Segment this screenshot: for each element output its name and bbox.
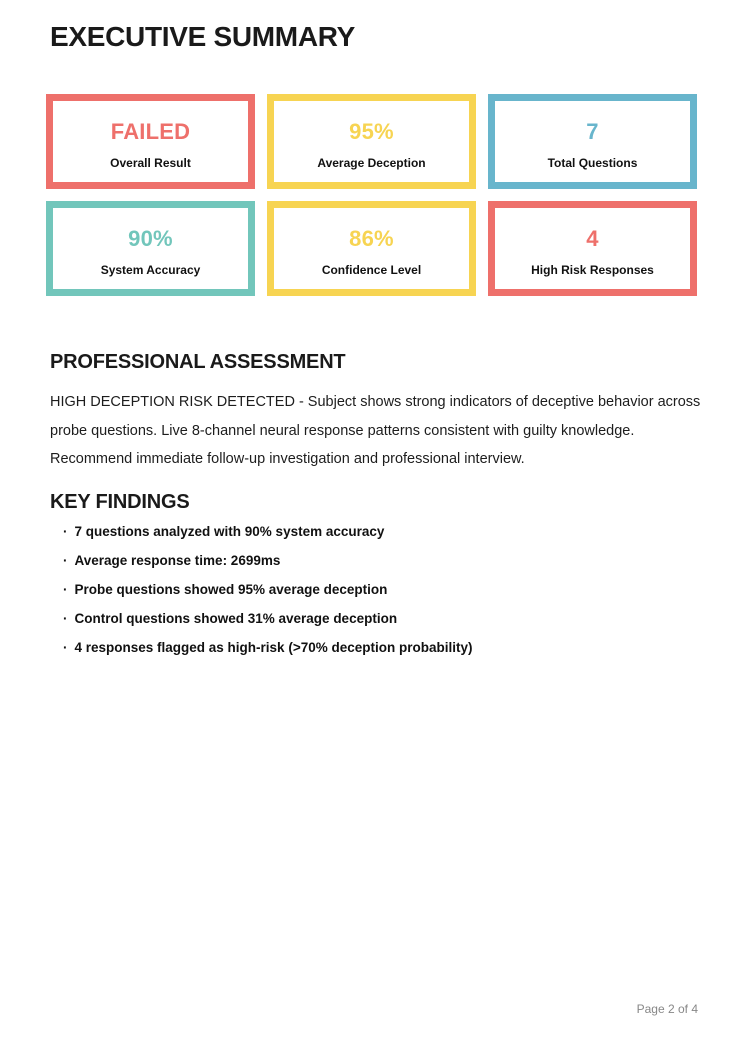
stat-value: 4 [586, 226, 599, 251]
key-finding-item [63, 553, 698, 569]
assessment-body-text: HIGH DECEPTION RISK DETECTED - Subject shows strong indicators of deceptive behavior across probe questions. Live 8-channel neural response patterns consistent with guilty knowledge. Recommend immediate follow-up investigation and professional interview. [50, 394, 701, 467]
stat-label: High Risk Responses [531, 263, 654, 277]
stat-value: 95% [349, 119, 394, 144]
stat-card-overall-result [46, 94, 255, 189]
key-findings-list [46, 524, 698, 656]
stat-label: Total Questions [547, 156, 638, 170]
stat-value: FAILED [110, 119, 191, 144]
section-heading-professional-assessment: PROFESSIONAL ASSESSMENT [50, 351, 346, 373]
key-finding-item [63, 611, 698, 627]
key-finding-text: 7 questions analyzed with 90% system accuracy [74, 523, 385, 539]
bullet-icon: · [63, 581, 68, 597]
section-heading-key-findings: KEY FINDINGS [50, 490, 190, 513]
key-finding-item [63, 524, 698, 540]
stat-value: 7 [586, 119, 599, 144]
key-finding-text: Probe questions showed 95% average deception [74, 581, 388, 597]
bullet-icon: · [63, 523, 68, 539]
stat-label: System Accuracy [100, 263, 201, 277]
key-finding-text: Control questions showed 31% average deception [74, 610, 398, 626]
key-finding-text: Average response time: 2699ms [74, 552, 281, 568]
stat-card-high-risk-responses [488, 201, 697, 296]
stat-value: 90% [128, 226, 173, 251]
key-finding-item [63, 640, 698, 656]
stat-label: Confidence Level [321, 263, 422, 277]
bullet-icon: · [63, 610, 68, 626]
stat-card-total-questions [488, 94, 697, 189]
stat-card-confidence-level [267, 201, 476, 296]
stat-card-grid [46, 94, 697, 296]
stat-label: Overall Result [110, 156, 191, 170]
key-finding-item [63, 582, 698, 598]
key-finding-text: 4 responses flagged as high-risk (>70% deception probability) [74, 639, 473, 655]
bullet-icon: · [63, 552, 68, 568]
stat-value: 86% [349, 226, 394, 251]
bullet-icon: · [63, 639, 68, 655]
page-number: Page 2 of 4 [636, 1002, 698, 1016]
stat-label: Average Deception [317, 156, 426, 170]
stat-card-average-deception [267, 94, 476, 189]
stat-card-system-accuracy [46, 201, 255, 296]
page-title: EXECUTIVE SUMMARY [50, 21, 356, 52]
